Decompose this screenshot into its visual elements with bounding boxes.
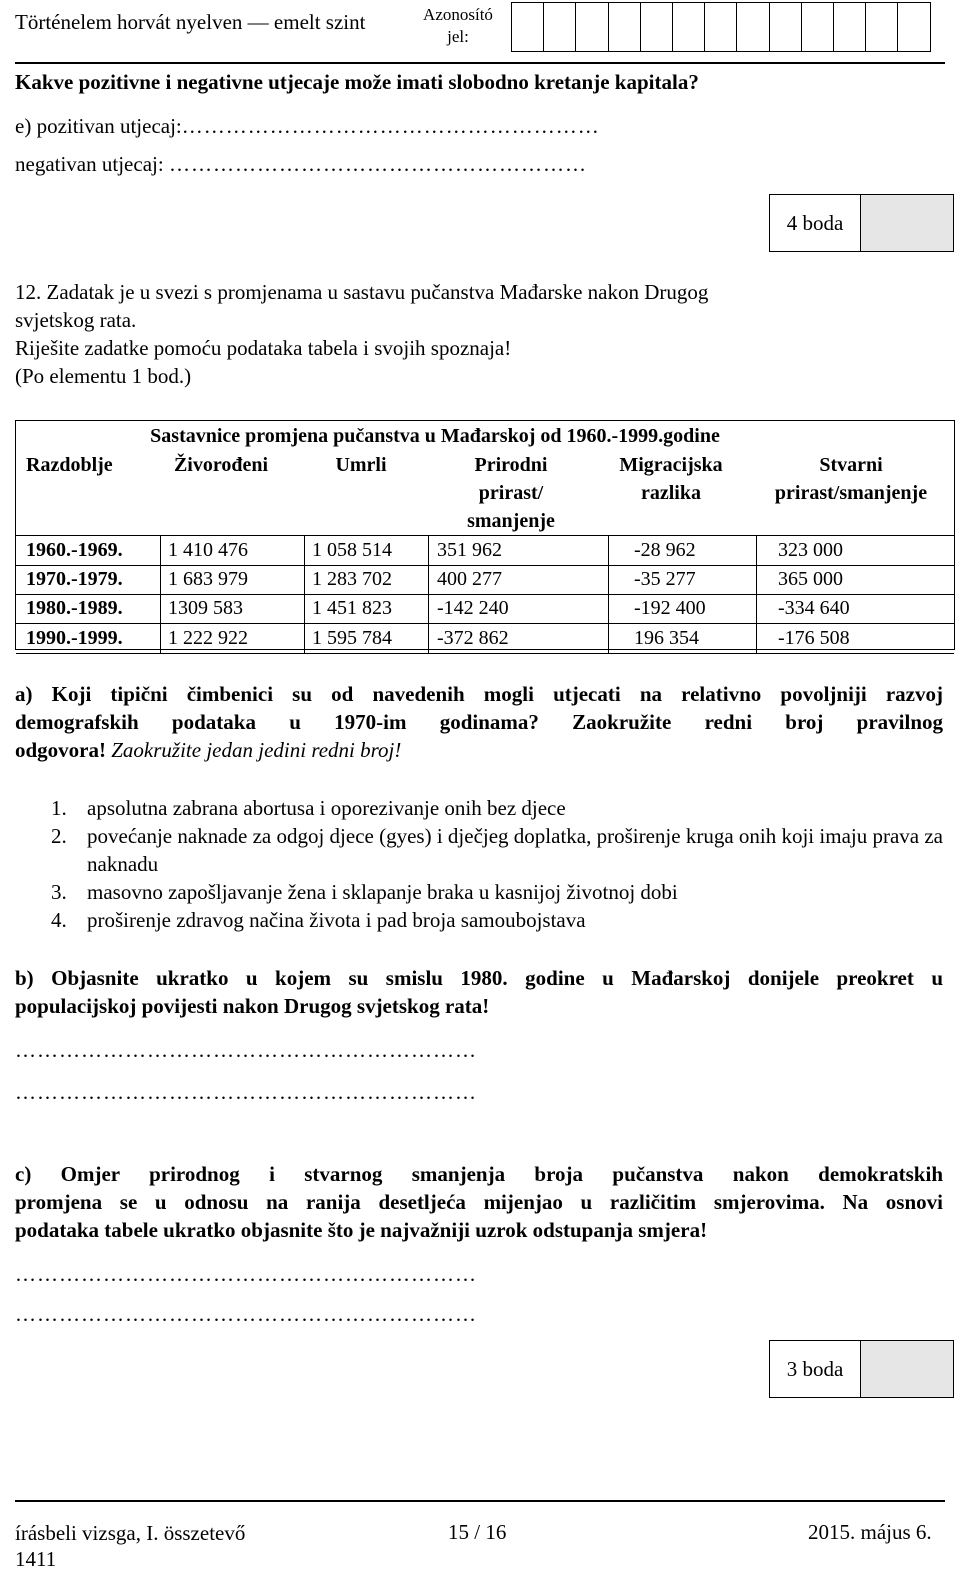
task12-line4: (Po elementu 1 bod.) [15,364,192,388]
cell-period: 1980.-1989. [26,597,123,619]
option-text: masovno zapošljavanje žena i sklapanje braka u kasnijoj životnoj dobi [87,880,678,904]
header-natural [436,451,586,535]
column-divider [304,565,305,594]
cell-natural: -142 240 [437,597,509,619]
cell-real: -334 640 [778,597,850,619]
positive-impact-answer[interactable]: ………………………………………………… [181,114,600,138]
footer-divider [15,1500,945,1502]
table-row [16,624,954,654]
id-box[interactable] [673,3,705,51]
cell-period: 1970.-1979. [26,567,123,590]
column-divider [160,565,161,594]
cell-natural: 400 277 [437,567,502,590]
negative-impact-line [15,150,587,178]
part-a-line2: demografskih podataka u 1970-im godinama? Zaokružite redni broj pravilnog [15,710,943,734]
task12-intro [15,278,708,390]
option-item[interactable] [15,822,943,878]
part-c-answer-2[interactable]: ……………………………………………………… [15,1302,477,1326]
header-real-2: prirast/smanjenje [774,482,928,504]
option-text: povećanje naknade za odgoj djece (gyes) i dječjeg doplatka, proširenje kruga onih koji imaju prava za naknadu [87,824,943,876]
option-number[interactable]: 2. [51,824,67,848]
part-a-line3-bold: odgovora! [15,738,106,762]
option-number[interactable]: 1. [51,796,67,820]
header-real [751,451,951,507]
header-divider [15,62,945,64]
column-divider [608,536,609,565]
part-a-line3 [15,736,943,764]
table-row [16,535,954,566]
column-divider [428,594,429,623]
id-box[interactable] [834,3,866,51]
population-table [15,420,955,650]
option-item[interactable] [15,878,943,906]
cell-real: -176 508 [778,626,850,649]
part-b-line1: b) Objasnite ukratko u kojem su smislu 1980. godine u Mađarskoj donijele preokret u [15,966,943,990]
cell-births: 1309 583 [168,597,243,619]
header-natural-3: smanjenje [467,510,555,532]
header-title: Történelem horvát nyelven — emelt szint [15,10,366,34]
part-c-line1: c) Omjer prirodnog i stvarnog smanjenja broja pučanstva nakon demokratskih [15,1162,943,1186]
footer-code: 1411 [15,1547,57,1571]
column-divider [304,536,305,565]
header-real-1: Stvarni [819,454,883,476]
part-c-line3: podataka tabele ukratko objasnite što je najvažniji uzrok odstupanja smjera! [15,1218,708,1242]
cell-real: 323 000 [778,539,843,561]
column-divider [608,624,609,653]
id-box[interactable] [898,3,930,51]
option-number[interactable]: 3. [51,880,67,904]
cell-migration: -192 400 [634,597,706,619]
column-divider [160,594,161,623]
cell-births: 1 222 922 [168,626,248,649]
column-divider [428,624,429,653]
negative-impact-answer[interactable]: ………………………………………………… [168,152,587,176]
positive-impact-line [15,112,600,140]
part-a-line3-italic: Zaokružite jedan jedini redni broj! [106,738,402,762]
footer-left [15,1520,245,1572]
column-divider [304,594,305,623]
id-box[interactable] [544,3,576,51]
cell-births: 1 410 476 [168,539,248,561]
answer-options [15,794,943,934]
cell-migration: -35 277 [634,567,696,590]
column-divider [304,624,305,653]
part-c-answer-1[interactable]: ……………………………………………………… [15,1262,477,1286]
positive-impact-label: e) pozitivan utjecaj: [15,114,182,138]
part-b [15,964,943,1020]
footer-date: 2015. május 6. [808,1520,932,1544]
negative-impact-label: negativan utjecaj: [15,152,164,176]
footer-page: 15 / 16 [448,1520,507,1544]
id-label: Azonosító jel: [423,5,493,46]
cell-real: 365 000 [778,567,843,590]
cell-births: 1 683 979 [168,567,248,590]
header-migration-2: razlika [641,482,701,504]
column-divider [756,536,757,565]
column-divider [160,536,161,565]
id-box[interactable] [802,3,834,51]
id-box[interactable] [737,3,769,51]
option-text: proširenje zdravog načina života i pad broja samoubojstava [87,908,586,932]
cell-period: 1960.-1969. [26,539,123,561]
task12-line1: 12. Zadatak je u svezi s promjenama u sastavu pučanstva Mađarske nakon Drugog [15,280,709,304]
column-divider [756,594,757,623]
score-box-1 [769,194,954,252]
table-row [16,565,954,595]
header-natural-2: prirast/ [478,482,544,504]
cell-migration: 196 354 [634,626,699,649]
score-entry-1[interactable] [861,195,953,251]
option-item[interactable] [15,906,943,934]
id-box[interactable] [705,3,737,51]
id-box[interactable] [770,3,802,51]
table-title: Sastavnice promjena pučanstva u Mađarskoj od 1960.-1999.godine [150,425,720,447]
header-deaths: Umrli [335,454,387,476]
header-period: Razdoblje [26,454,113,476]
id-box[interactable] [512,3,544,51]
header-natural-1: Prirodni [474,454,548,476]
score-entry-2[interactable] [861,1341,953,1397]
cell-natural: -372 862 [437,626,509,649]
column-divider [160,624,161,653]
header-births: Živorođeni [173,454,269,476]
id-boxes [511,2,931,52]
part-a [15,680,943,764]
footer-exam: írásbeli vizsga, I. összetevő [15,1521,246,1545]
cell-migration: -28 962 [634,539,696,561]
option-item[interactable] [15,794,943,822]
part-b-line2: populacijskoj povijesti nakon Drugog svjetskog rata! [15,994,490,1018]
score-label-1: 4 boda [770,195,861,251]
id-box[interactable] [866,3,898,51]
column-divider [756,565,757,594]
cell-period: 1990.-1999. [26,626,123,649]
cell-natural: 351 962 [437,539,502,561]
id-box[interactable] [576,3,608,51]
column-divider [608,565,609,594]
column-divider [608,594,609,623]
task12-line2: svjetskog rata. [15,308,137,332]
option-text: apsolutna zabrana abortusa i oporezivanje onih bez djece [87,796,566,820]
column-divider [428,565,429,594]
header-migration [601,451,741,507]
capital-question: Kakve pozitivne i negativne utjecaje može imati slobodno kretanje kapitala? [15,70,699,94]
column-divider [756,624,757,653]
column-divider [428,536,429,565]
cell-deaths: 1 451 823 [312,597,392,619]
part-b-answer-1[interactable]: ……………………………………………………… [15,1038,477,1062]
cell-deaths: 1 595 784 [312,626,392,649]
part-b-answer-2[interactable]: ……………………………………………………… [15,1080,477,1104]
header-migration-1: Migracijska [619,454,723,476]
table-row [16,594,954,624]
id-box[interactable] [609,3,641,51]
option-number[interactable]: 4. [51,908,67,932]
task12-line3: Riješite zadatke pomoću podataka tabela i svojih spoznaja! [15,336,512,360]
part-c [15,1160,943,1244]
part-a-line1: a) Koji tipični čimbenici su od navedenih mogli utjecati na relativno povoljniji razvoj [15,682,943,706]
score-label-2: 3 boda [770,1341,861,1397]
cell-deaths: 1 058 514 [312,539,392,561]
part-c-line2: promjena se u odnosu na ranija desetljeća mijenjao u različitim smjerovima. Na osnovi [15,1190,943,1214]
score-box-2 [769,1340,954,1398]
cell-deaths: 1 283 702 [312,567,392,590]
id-box[interactable] [641,3,673,51]
